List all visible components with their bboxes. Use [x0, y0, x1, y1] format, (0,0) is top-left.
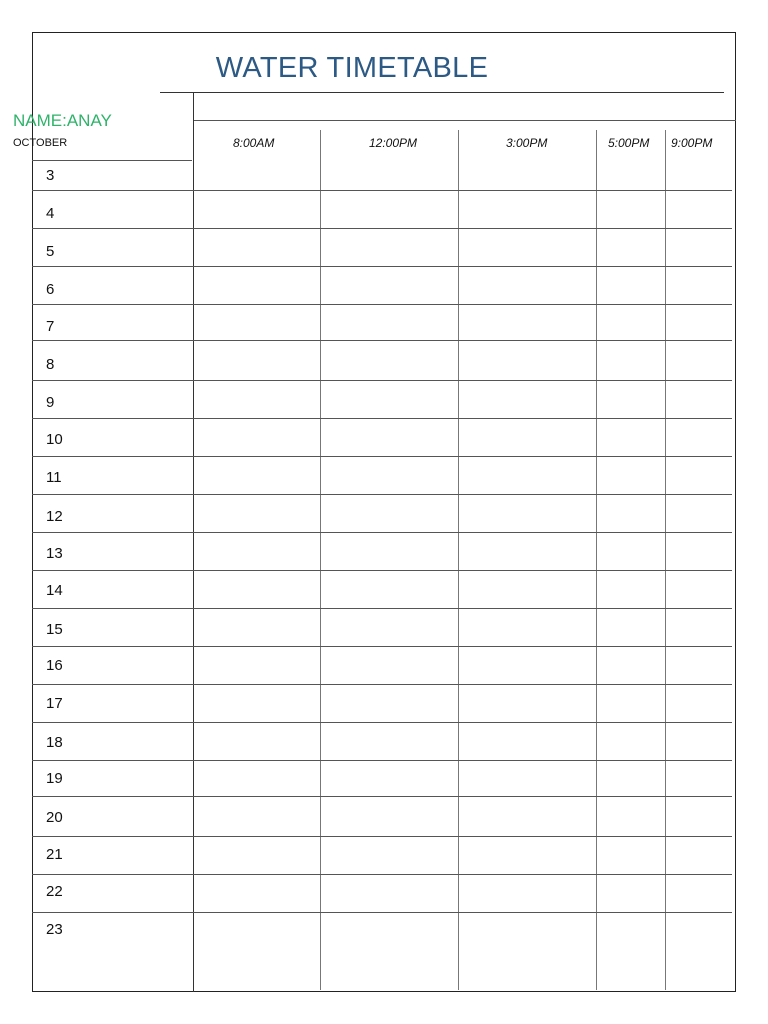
- column-divider-4: [665, 130, 768, 990]
- page-title: WATER TIMETABLE: [215, 52, 489, 84]
- day-row-label: 20: [46, 809, 63, 826]
- time-slot-1: 8:00AM: [233, 136, 275, 150]
- day-row-label: 14: [46, 582, 63, 599]
- time-slot-3: 3:00PM: [506, 136, 548, 150]
- day-column-divider: [193, 92, 194, 992]
- day-row-label: 18: [46, 734, 63, 751]
- day-row-label: 13: [46, 545, 63, 562]
- day-row-label: 23: [46, 921, 63, 938]
- row-divider: [32, 608, 732, 609]
- day-row-label: 17: [46, 695, 63, 712]
- column-divider-2: [458, 130, 579, 990]
- time-slot-4: 5:00PM: [608, 136, 650, 150]
- row-divider: [32, 380, 732, 381]
- row-divider: [32, 160, 192, 161]
- row-divider: [32, 796, 732, 797]
- day-row-label: 21: [46, 846, 63, 863]
- row-divider: [32, 836, 732, 837]
- title-divider: [160, 92, 724, 93]
- row-divider: [32, 494, 732, 495]
- row-divider: [32, 456, 732, 457]
- column-divider-1: [320, 130, 441, 990]
- row-divider: [32, 418, 732, 419]
- header-divider: [193, 120, 736, 121]
- row-divider: [32, 340, 732, 341]
- row-divider: [32, 228, 732, 229]
- day-row-label: 8: [46, 356, 55, 373]
- row-divider: [32, 722, 732, 723]
- day-row-label: 10: [46, 431, 63, 448]
- day-row-label: 16: [46, 657, 63, 674]
- month-label: OCTOBER: [13, 137, 68, 149]
- day-row-label: 4: [46, 205, 55, 222]
- day-row-label: 5: [46, 243, 55, 260]
- row-divider: [32, 570, 732, 571]
- row-divider: [32, 684, 732, 685]
- row-divider: [32, 760, 732, 761]
- time-slot-5: 9:00PM: [671, 136, 713, 150]
- day-row-label: 7: [46, 318, 55, 335]
- row-divider: [32, 912, 732, 913]
- day-row-label: 11: [46, 469, 62, 486]
- day-row-label: 6: [46, 281, 55, 298]
- name-label: NAME:ANAY: [13, 111, 112, 130]
- time-slot-2: 12:00PM: [369, 136, 418, 150]
- row-divider: [32, 266, 732, 267]
- row-divider: [32, 874, 732, 875]
- day-row-label: 15: [46, 621, 63, 638]
- day-row-label: 12: [46, 508, 63, 525]
- day-row-label: 9: [46, 394, 55, 411]
- row-divider: [32, 646, 732, 647]
- row-divider: [32, 190, 732, 191]
- day-row-label: 22: [46, 883, 63, 900]
- day-row-label: 19: [46, 770, 63, 787]
- row-divider: [32, 532, 732, 533]
- day-row-label: 3: [46, 167, 55, 184]
- row-divider: [32, 304, 732, 305]
